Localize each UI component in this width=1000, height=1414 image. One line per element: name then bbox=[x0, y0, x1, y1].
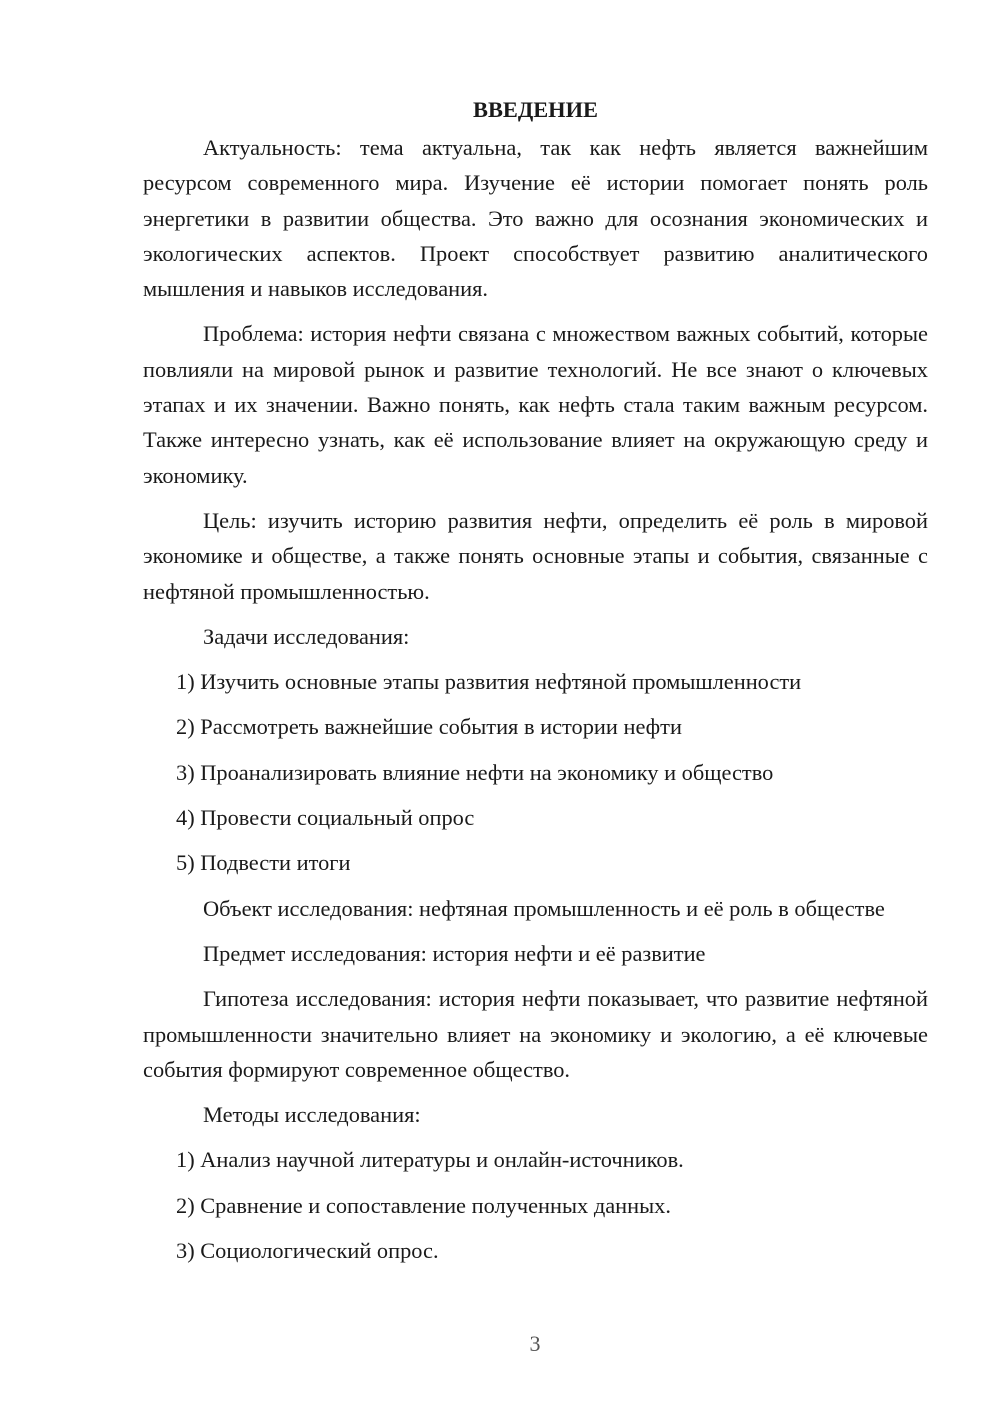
tasks-list bbox=[143, 664, 928, 880]
object-paragraph: Объект исследования: нефтяная промышленность и её роль в обществе bbox=[203, 895, 885, 921]
relevance-paragraph: Актуальность: тема актуальна, так как нефть является важнейшим ресурсом современного мира. Изучение её истории помогает понять роль энергетики в развитии общества. Это важно для осознания экономических и экологических аспектов. Проект способствует развитию аналитического мышления и навыков исследования. bbox=[143, 135, 928, 302]
list-item: 3) Социологический опрос. bbox=[176, 1238, 439, 1264]
subject-paragraph: Предмет исследования: история нефти и её развитие bbox=[203, 940, 706, 966]
problem-paragraph: Проблема: история нефти связана с множеством важных событий, которые повлияли на мировой рынок и развитие технологий. Не все знают о ключевых этапах и их значении. Важно понять, как нефть стала таким важным ресурсом. Также интересно узнать, как её использование влияет на окружающую среду и экономику. bbox=[143, 321, 928, 488]
hypothesis-paragraph: Гипотеза исследования: история нефти показывает, что развитие нефтяной промышленности значительно влияет на экономику и экологию, а её ключевые события формируют современное общество. bbox=[143, 986, 928, 1082]
list-item: 1) Изучить основные этапы развития нефтяной промышленности bbox=[176, 669, 802, 695]
list-item: 2) Рассмотреть важнейшие события в истории нефти bbox=[176, 714, 682, 740]
section-title: ВВЕДЕНИЕ bbox=[473, 97, 598, 122]
document-body bbox=[143, 92, 928, 1268]
list-item: 1) Анализ научной литературы и онлайн-источников. bbox=[176, 1147, 684, 1173]
list-item: 3) Проанализировать влияние нефти на экономику и общество bbox=[176, 759, 774, 785]
tasks-heading: Задачи исследования: bbox=[203, 623, 410, 649]
methods-list bbox=[143, 1142, 928, 1268]
page-number: 3 bbox=[529, 1331, 541, 1356]
list-item: 2) Сравнение и сопоставление полученных данных. bbox=[176, 1192, 671, 1218]
list-item: 4) Провести социальный опрос bbox=[176, 805, 475, 831]
methods-heading: Методы исследования: bbox=[203, 1102, 421, 1128]
goal-paragraph: Цель: изучить историю развития нефти, определить её роль в мировой экономике и обществе, а также понять основные этапы и события, связанные с нефтяной промышленностью. bbox=[143, 507, 928, 604]
list-item: 5) Подвести итоги bbox=[176, 850, 351, 876]
